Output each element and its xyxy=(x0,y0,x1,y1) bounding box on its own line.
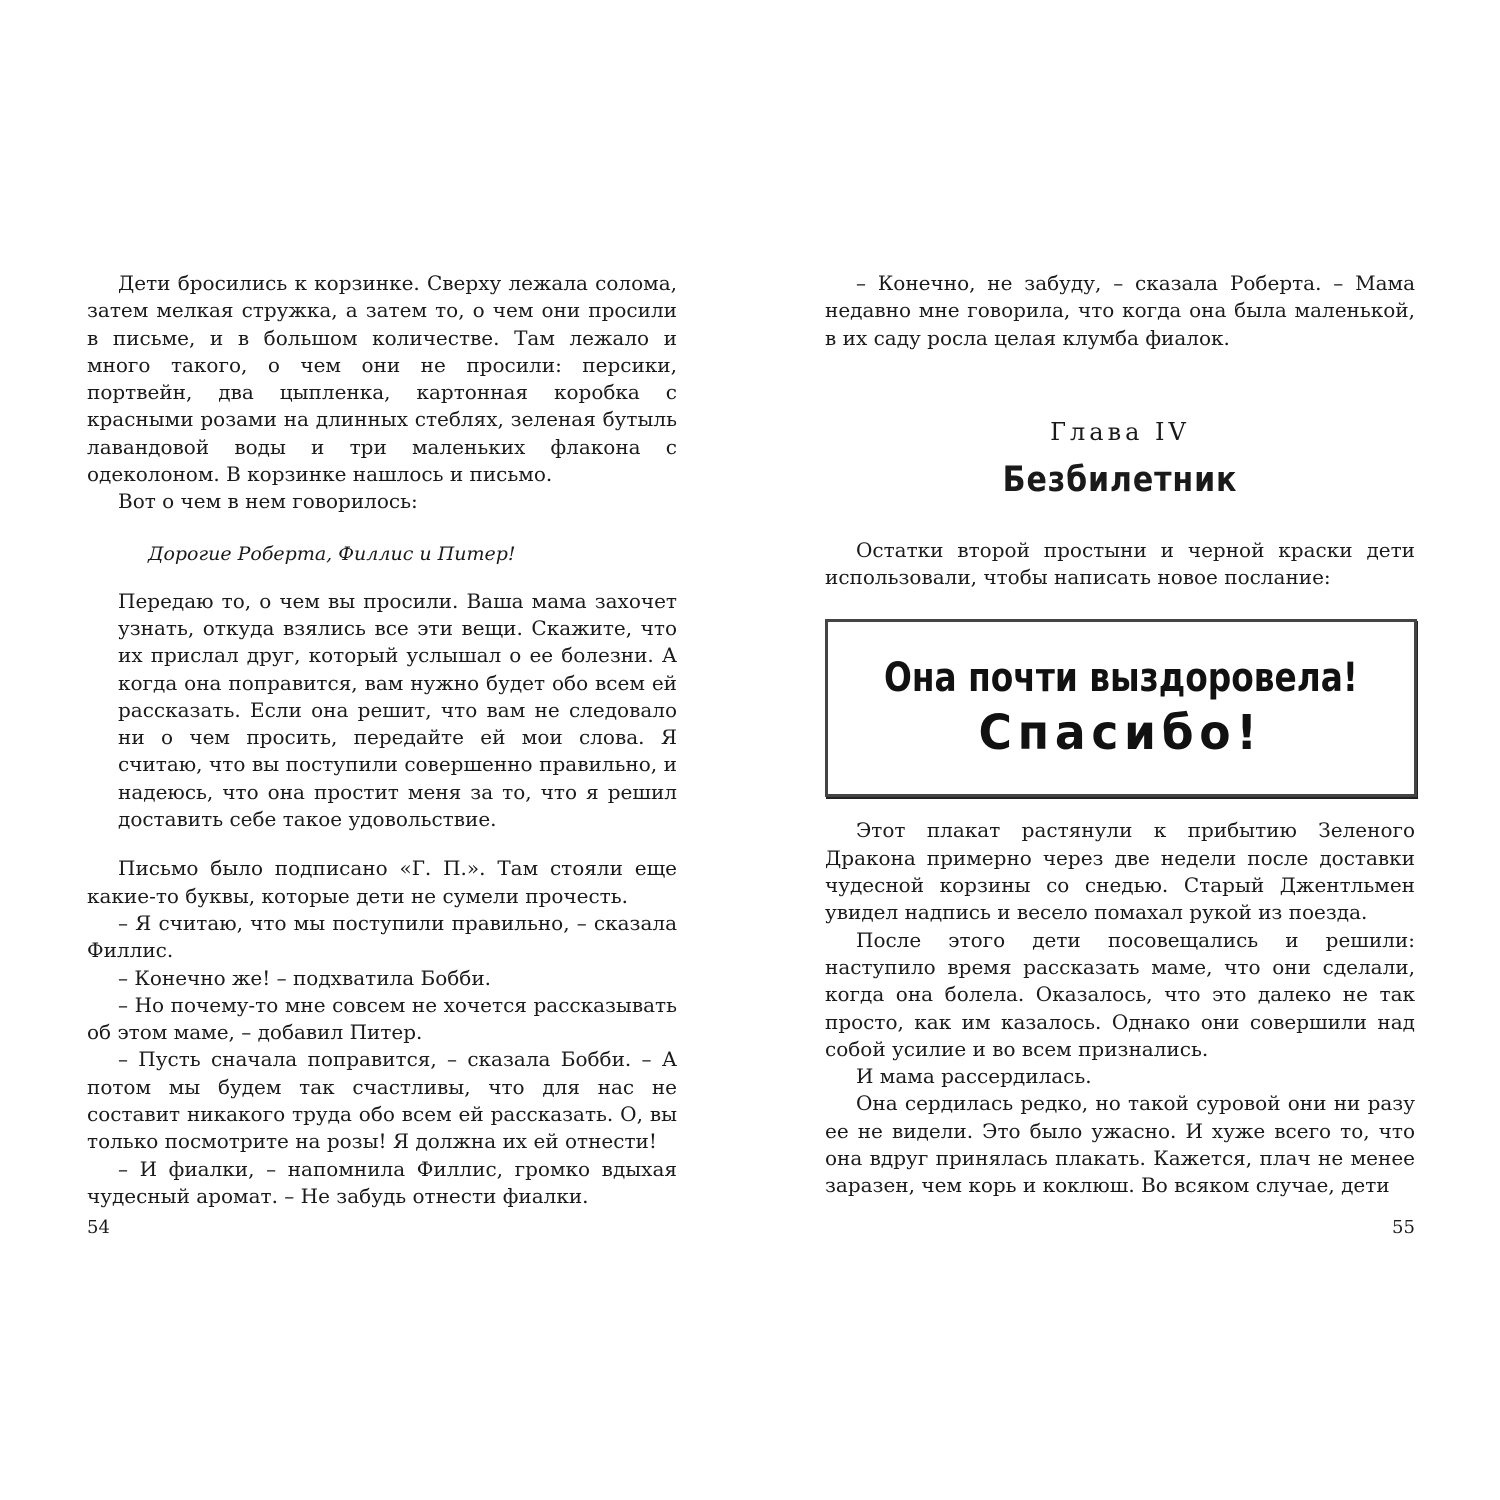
poster-line-2: Спасибо! xyxy=(978,705,1264,762)
right-page-text xyxy=(825,817,1415,1199)
left-page xyxy=(87,270,677,1210)
paragraph: Письмо было подписано «Г. П.». Там стояли еще какие-то буквы, которые дети не сумели прочесть. xyxy=(87,856,677,908)
letter-body xyxy=(118,588,677,834)
poster-line-1: Она почти выздоровела! xyxy=(884,655,1358,702)
paragraph: Вот о чем в нем говорилось: xyxy=(118,489,418,514)
dialogue-line: – И фиалки, – напомнила Филлис, громко вдыхая чудесный аромат. – Не забудь отнести фиалки. xyxy=(87,1156,677,1208)
chapter-title: Безбилетник xyxy=(1002,459,1238,500)
poster xyxy=(825,619,1417,797)
paragraph: Этот плакат растянули к прибытию Зеленого Дракона примерно через две недели после доставки чудесной корзины со снедью. Старый Джентльмен увидел надпись и весело помахал рукой из поезда. xyxy=(825,818,1415,925)
letter-salutation: Дорогие Роберта, Филлис и Питер! xyxy=(148,542,516,565)
after-letter-text xyxy=(87,855,677,1210)
chapter-label: Глава IV xyxy=(1050,417,1190,446)
paragraph: Дети бросились к корзинке. Сверху лежала солома, затем мелкая стружка, а затем то, о чем они просили в письме, и в большом количестве. Там лежало и много такого, о чем они не просили: персики, портвейн, два цыпленка, картонная коробка с красными розами на длинных стеблях, зеленая бутыль лавандовой воды и три маленьких флакона с одеколоном. В корзинке нашлось и письмо. xyxy=(87,271,677,487)
right-page-opening xyxy=(825,270,1415,352)
chapter-intro xyxy=(825,537,1415,592)
paragraph: После этого дети посовещались и решили: наступило время рассказать маме, что они сделали, когда она болела. Оказалось, что это далеко не так просто, как им казалось. Однако они совершили над собой усилие и во всем признались. xyxy=(825,927,1415,1061)
right-page xyxy=(825,270,1415,1200)
dialogue-line: – Конечно, не забуду, – сказала Роберта. – Мама недавно мне говорила, что когда она была маленькой, в их саду росла целая клумба фиалок. xyxy=(825,271,1415,350)
dialogue-line: – Конечно же! – подхватила Бобби. xyxy=(118,965,492,990)
page-number-right: 55 xyxy=(1392,1217,1415,1238)
dialogue-line: – Пусть сначала поправится, – сказала Бобби. – А потом мы будем так счастливы, что для нас не составит никакого труда обо всем ей рассказать. О, вы только посмотрите на розы! Я должна их ей отнести! xyxy=(87,1047,677,1154)
dialogue-line: – Я считаю, что мы поступили правильно, – сказала Филлис. xyxy=(87,910,677,963)
paragraph: Остатки второй простыни и черной краски дети использовали, чтобы написать новое послание: xyxy=(825,537,1415,590)
page-number-left: 54 xyxy=(87,1217,110,1238)
paragraph: И мама рассердилась. xyxy=(856,1064,1092,1089)
letter-paragraph: Передаю то, о чем вы просили. Ваша мама захочет узнать, откуда взялись все эти вещи. Скажите, что их прислал друг, который услышал о ее болезни. А когда она поправится, вам нужно будет обо всем ей рассказать. Если она решит, что вам не следовало ни о чем просить, передайте ей мои слова. Я считаю, что вы поступили совершенно правильно, и надеюсь, что она простит меня за то, что я решил доставить себе такое удовольствие. xyxy=(118,588,677,832)
dialogue-line: – Но почему-то мне совсем не хочется рассказывать об этом маме, – добавил Питер. xyxy=(87,992,677,1045)
left-page-text xyxy=(87,270,677,516)
paragraph: Она сердилась редко, но такой суровой они ни разу ее не видели. Это было ужасно. И хуже всего то, что она вдруг принялась плакать. Кажется, плач не менее заразен, чем корь и коклюш. Во всяком случае, дети xyxy=(825,1091,1415,1198)
